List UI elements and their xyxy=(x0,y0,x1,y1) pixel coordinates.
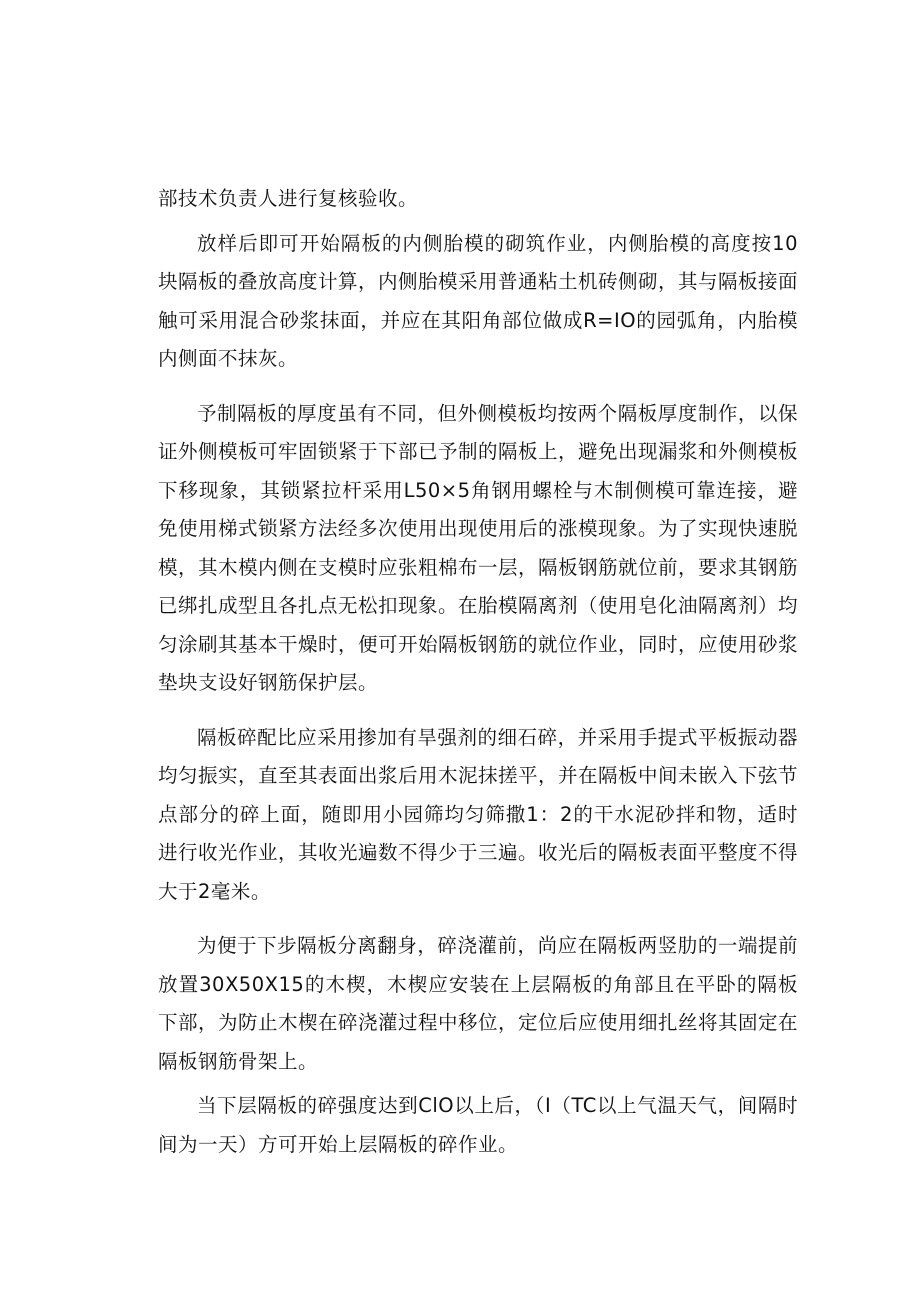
paragraph-continuation: 部技术负责人进行复核验收。 xyxy=(158,187,419,210)
paragraph-outer-formwork: 予制隔板的厚度虽有不同，但外侧模板均按两个隔板厚度制作，以保证外侧模板可牢固锁紧于下部已予制的隔板上，避免出现漏浆和外侧模板下移现象，其锁紧拉杆采用L50×5角钢用螺栓与木制侧模可靠连接，避免使用梯式锁紧方法经多次使用出现使用后的涨模现象。为了实现快速脱模，其木模内侧在支模时应张粗棉布一层，隔板钢筋就位前，要求其钢筋已绑扎成型且各扎点无松扣现象。在胎模隔离剂（使用皂化油隔离剂）均匀涂刷其基本干燥时，便可开始隔板钢筋的就位作业，同时，应使用砂浆垫块支设好钢筋保护层。 xyxy=(158,401,799,694)
paragraph-upper-layer: 当下层隔板的碎强度达到ClO以上后，（I（TC以上气温天气，间隔时间为一天）方可开始上层隔板的碎作业。 xyxy=(158,1094,798,1156)
paragraph-wooden-wedge: 为便于下步隔板分离翻身，碎浇灌前，尚应在隔板两竖肋的一端提前放置30X50X15的木楔，木楔应安装在上层隔板的角部且在平卧的隔板下部，为防止木楔在碎浇灌过程中移位，定位后应使用细扎丝将其固定在隔板钢筋骨架上。 xyxy=(158,934,799,1073)
paragraph-concrete-mix: 隔板碎配比应采用掺加有旱强剂的细石碎，并采用手提式平板振动器均匀振实，直至其表面出浆后用木泥抹搓平，并在隔板中间未嵌入下弦节点部分的碎上面，随即用小园筛均匀筛撒1：2的干水泥砂拌和物，适时进行收光作业，其收光遍数不得少于三遍。收光后的隔板表面平整度不得大于2毫米。 xyxy=(158,725,799,903)
document-body xyxy=(158,180,798,1164)
paragraph-inner-formwork: 放样后即可开始隔板的内侧胎模的砌筑作业，内侧胎模的高度按10块隔板的叠放高度计算，内侧胎模采用普通粘土机砖侧砌，其与隔板接面触可采用混合砂浆抹面，并应在其阳角部位做成R=IO的园弧角，内胎模内侧面不抹灰。 xyxy=(158,231,799,370)
